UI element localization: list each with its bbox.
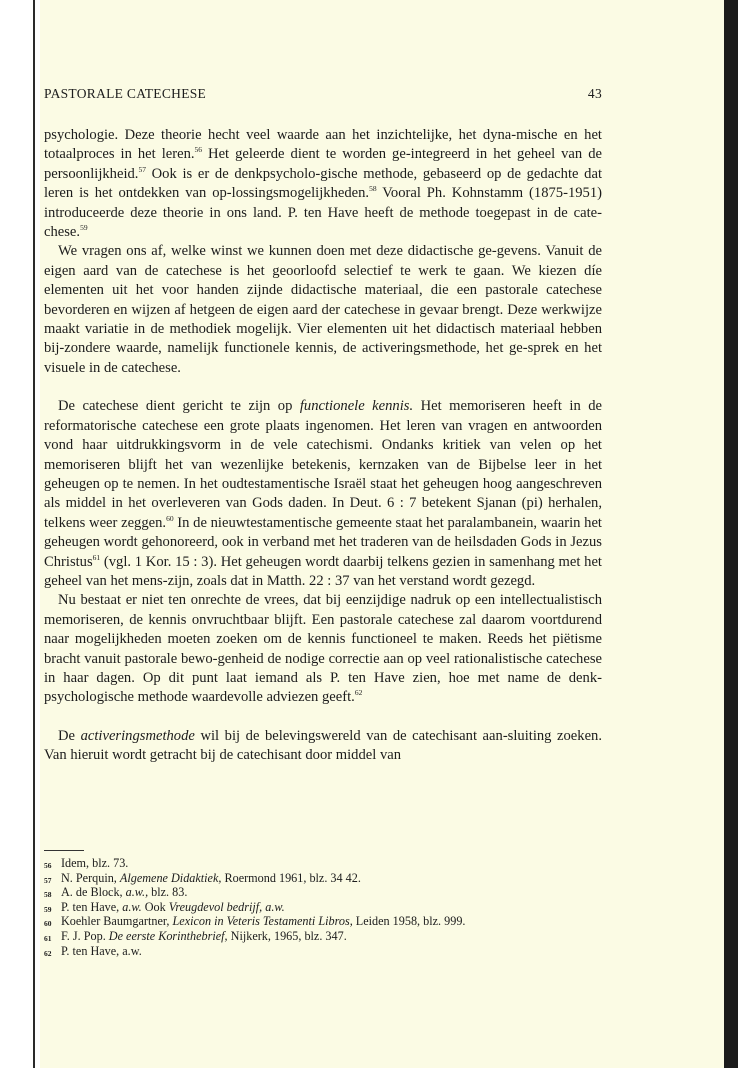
footnote-57: [44, 871, 602, 886]
page-number: 43: [587, 86, 602, 101]
footnote-ref: 56: [194, 145, 203, 155]
text-run: psychologie. Deze theorie hecht veel waarde aan het inzichtelijke, het dyna-mische en het totaalproces in het leren.: [44, 127, 602, 163]
scan-edge-line: [33, 0, 35, 1068]
text-run: Ook is er de denkpsycholo-gische methode, gebaseerd op de gedachte dat leren is het ontdekken van op-lossingsmogelijkheden.: [44, 165, 602, 202]
footnote-62: [44, 944, 602, 959]
text-run: F. J. Pop.: [61, 928, 109, 943]
footnote-60: [44, 914, 602, 929]
text-run: Koehler Baumgartner,: [61, 914, 173, 929]
footnote-number: 58: [44, 890, 52, 900]
footnote-number: 60: [44, 919, 52, 929]
text-run: blz. 83.: [148, 885, 188, 900]
footnote-ref: 61: [92, 552, 101, 562]
footnote-58: [44, 885, 602, 900]
footnote-56: [44, 856, 602, 871]
text-run: We vragen ons af, welke winst we kunnen doen met deze didactische ge-gevens. Vanuit de eigen aard van de catechese is het geoorloofd selectief te werk te gaan. We kiezen díe elementen uit het voor handen zijnde didactische materiaal, die een pastorale catechese bevorderen en wijzen af hetgeen de eigen aard der catechese in gevaar brengt. Deze werkwijze maakt variatie in de methodiek mogelijk. Vier elementen uit het didactisch materiaal hebben bij-zondere waarde, namelijk functionele kennis, de activeringsmethode, het ge-sprek en het visuele in de catechese.: [44, 243, 602, 376]
footnote-number: 61: [44, 933, 52, 943]
paragraph-1: [44, 126, 602, 242]
text-run: A. de Block,: [61, 885, 126, 900]
text-run: De: [58, 727, 81, 744]
italic-text: a.w.: [122, 899, 142, 914]
italic-text: Algemene Didaktiek,: [119, 870, 222, 885]
text-run: Het geleerde dient te worden ge-integreerd in het geheel van de persoonlijkheid.: [44, 146, 602, 182]
italic-text: Vreugdevol bedrijf, a.w.: [168, 899, 285, 914]
footnote-ref: 59: [80, 223, 88, 233]
text-run: wil bij de belevingswereld van de catechisant aan-sluiting zoeken. Van hieruit wordt getracht bij de catechisant door middel van: [44, 727, 603, 764]
body-text: [44, 126, 602, 766]
paragraph-3: [44, 397, 602, 591]
text-run: Het memoriseren heeft in de reformatorische catechese een grote plaats ingenomen. Het leren van vragen en antwoorden vond haar uitdrukkingsvorm in de vele catechismi. Ondanks kritiek van velen op het memoriseren blijft het van wezenlijke betekenis, kernzaken van de Bijbelse leer in het geheugen op te nemen. In het oudtestamentische Israël staat het geheugen hoog aangeschreven als middel in het overleveren van Gods daden. In Deut. 6 : 7 betekent Sjanan (pi) herhalen, telkens weer zeggen.: [44, 398, 602, 531]
footnote-number: 62: [44, 948, 52, 958]
footnote-61: [44, 929, 602, 944]
running-title: PASTORALE CATECHESE: [44, 86, 207, 101]
text-run: (vgl. 1 Kor. 15 : 3). Het geheugen wordt daarbij telkens gezien in samenhang met het geheel van het mens-zijn, zoals dat in Matth. 22 : 37 van het verstand wordt gezegd.: [44, 553, 602, 589]
text-run: De catechese dient gericht te zijn op: [58, 398, 300, 415]
paragraph-4: [44, 591, 602, 707]
footnote-number: 56: [44, 861, 52, 870]
italic-text: activeringsmethode: [80, 727, 195, 744]
text-run: Nu bestaat er niet ten onrechte de vrees, dat bij eenzijdige nadruk op een intellectualistisch memoriseren, de kennis onvruchtbaar blijft. Een pastorale catechese zal daarom voortdurend naar mogelijkheden moeten zoeken om de kennis functioneel te maken. Reeds het piëtisme bracht vanuit pastorale bewo-genheid de nodige correctie aan op veel rationalistische catechese in haar dagen. Op dit punt laat iemand als P. ten Have zien, hoe met name de denk-psychologische methode waardevolle adviezen geeft.: [44, 592, 602, 706]
footnote-rule: [44, 850, 84, 851]
footnote-ref: 62: [354, 688, 363, 698]
text-run: N. Perquin,: [61, 870, 120, 885]
footnote-ref: 60: [166, 513, 174, 523]
text-run: P. ten Have, a.w.: [61, 943, 142, 958]
footnote-number: 57: [44, 875, 52, 885]
text-run: Leiden 1958, blz. 999.: [352, 914, 466, 929]
footnote-59: [44, 900, 602, 915]
text-run: In de nieuwtestamentische gemeente staat het paralambanein, waarin het geheugen wordt gehonoreerd, ook in verband met het traderen van de heilsdaden Gods in Jezus Christus: [44, 514, 602, 570]
text-run: Nijkerk, 1965, blz. 347.: [227, 928, 347, 943]
italic-text: functionele kennis.: [299, 398, 414, 415]
scan-right-edge: [724, 0, 738, 1068]
paragraph-2: [44, 242, 602, 378]
text-run: P. ten Have,: [61, 899, 123, 914]
italic-text: Lexicon in Veteris Testamenti Libros,: [172, 914, 353, 929]
footnote-ref: 57: [138, 164, 146, 174]
footnotes: [44, 856, 602, 958]
text-run: Vooral Ph. Kohnstamm (1875-1951) introduceerde deze theorie in ons land. P. ten Have heeft de methode toegepast in de cate-chese.: [44, 185, 603, 241]
text-run: Ook: [141, 899, 169, 914]
paragraph-5: [44, 727, 602, 766]
footnote-number: 59: [44, 904, 52, 914]
footnote-ref: 58: [369, 184, 377, 194]
scan-left-margin: [0, 0, 40, 1068]
text-run: Idem, blz. 73.: [61, 856, 129, 870]
italic-text: De eerste Korinthebrief,: [108, 928, 228, 943]
text-run: Roermond 1961, blz. 34 42.: [221, 870, 361, 885]
italic-text: a.w.,: [125, 885, 149, 900]
